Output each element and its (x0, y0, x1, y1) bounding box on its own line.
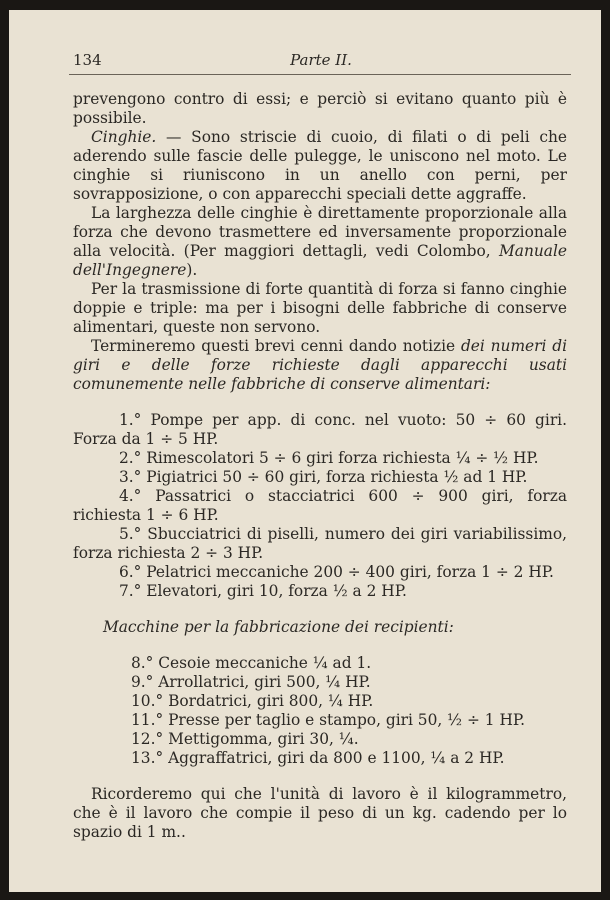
book-page (9, 10, 601, 892)
spacer (73, 601, 567, 618)
container-machine-list (73, 654, 567, 768)
list-item: 11.° Presse per taglio e stampo, giri 50, ½ ÷ 1 HP. (131, 711, 526, 729)
page-body (73, 90, 567, 842)
machine-list (73, 411, 567, 601)
spacer (73, 637, 567, 654)
paragraph-cinghie (73, 128, 567, 204)
larghezza-end: ). (186, 261, 198, 279)
list-item: 13.° Aggraffatrici, giri da 800 e 1100, ¼ a 2 HP. (131, 749, 505, 767)
list-item: 2.° Rimescolatori 5 ÷ 6 giri forza richiesta ¼ ÷ ½ HP. (119, 449, 539, 467)
larghezza-text: La larghezza delle cinghie è direttamente proporzionale alla forza che devono trasmettere ed inversamente proporzionale alla velocità. (Per maggiori dettagli, vedi Colombo, (73, 204, 567, 260)
paragraph-trasmissione: Per la trasmissione di forte quantità di forza si fanno cinghie doppie e triple: ma per i bisogni delle fabbriche di conserve alimentari, queste non servono. (73, 280, 567, 336)
header-rule (69, 74, 571, 75)
paragraph-termineremo (73, 337, 567, 394)
list-item: 1.° Pompe per app. di conc. nel vuoto: 50 ÷ 60 giri. Forza da 1 ÷ 5 HP. (73, 411, 567, 448)
list-item: 5.° Sbucciatrici di piselli, numero dei giri variabilissimo, forza richiesta 2 ÷ 3 HP. (73, 525, 567, 562)
termineremo-text: Termineremo questi brevi cenni dando notizie (91, 337, 461, 355)
cinghie-label: Cinghie. (91, 128, 157, 146)
cinghie-text: — Sono striscie di cuoio, di filati o di peli che aderendo sulle fascie delle pulegge, le uniscono nel moto. Le cinghie si riuniscono in un anello con perni, per sovrapposizione, o con apparecchi speciali dette aggraffe. (73, 128, 567, 203)
subheading: Macchine per la fabbricazione dei recipienti: (103, 618, 454, 636)
termineremo-italic: dei numeri di giri e delle forze richieste dagli apparecchi usati comunemente nelle fabbriche di conserve alimentari: (73, 337, 567, 393)
colombo-reference: Manuale dell'Ingegnere (73, 242, 567, 279)
running-title: Parte II. (290, 51, 352, 69)
spacer (73, 394, 567, 411)
list-item: 7.° Elevatori, giri 10, forza ½ a 2 HP. (119, 582, 407, 600)
list-item: 9.° Arrollatrici, giri 500, ¼ HP. (131, 673, 371, 691)
list-item: 6.° Pelatrici meccaniche 200 ÷ 400 giri, forza 1 ÷ 2 HP. (119, 563, 554, 581)
spacer (73, 768, 567, 785)
list-item: 8.° Cesoie meccaniche ¼ ad 1. (131, 654, 372, 672)
paragraph-closing: Ricorderemo qui che l'unità di lavoro è il kilogrammetro, che è il lavoro che compie il peso di un kg. cadendo per lo spazio di 1 m.. (73, 785, 567, 841)
page-number: 134 (73, 51, 102, 69)
paragraph-continuation: prevengono contro di essi; e perciò si evitano quanto più è possibile. (73, 90, 567, 127)
list-item: 3.° Pigiatrici 50 ÷ 60 giri, forza richiesta ½ ad 1 HP. (119, 468, 528, 486)
paragraph-larghezza (73, 204, 567, 280)
list-item: 10.° Bordatrici, giri 800, ¼ HP. (131, 692, 374, 710)
list-item: 12.° Mettigomma, giri 30, ¼. (131, 730, 359, 748)
list-item: 4.° Passatrici o stacciatrici 600 ÷ 900 giri, forza richiesta 1 ÷ 6 HP. (73, 487, 567, 524)
